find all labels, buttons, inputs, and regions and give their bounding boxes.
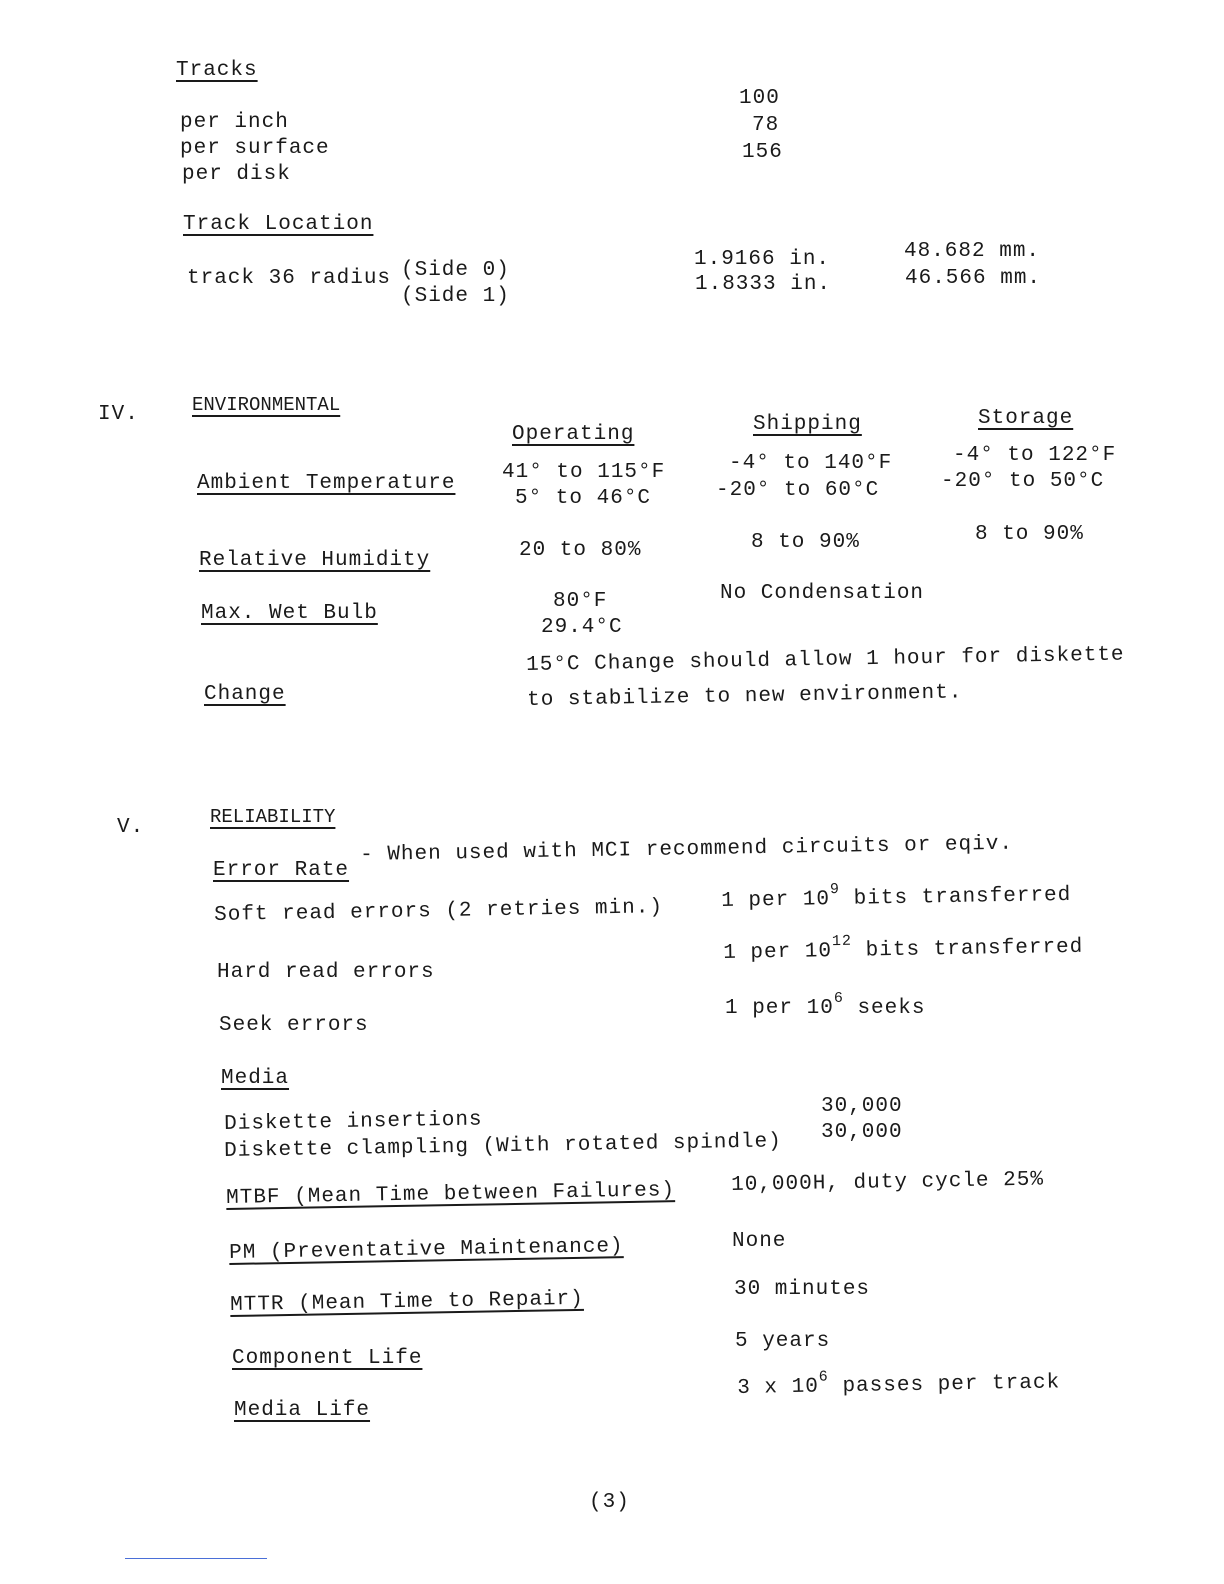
tracks-per-disk-label: per disk <box>182 163 291 186</box>
ambient-shipping-c: -20° to 60°C <box>716 479 880 502</box>
section-v-numeral: V. <box>117 816 145 839</box>
media-life-label: Media Life <box>234 1399 371 1422</box>
media-life-value: 3 x $10^6$ passes per track <box>737 1368 1061 1400</box>
wet-bulb-label: Max. Wet Bulb <box>201 602 378 625</box>
tracks-heading: Tracks <box>176 59 258 82</box>
diskette-insertions-label: Diskette insertions <box>223 1108 483 1136</box>
ambient-operating-c: 5° to 46°C <box>515 487 652 510</box>
col-shipping: Shipping <box>753 413 862 436</box>
footer-rule <box>125 1558 267 1559</box>
error-rate-label: Error Rate <box>213 859 350 882</box>
hard-read-errors-value: 1 per $10^{12}$ bits transferred <box>723 932 1084 965</box>
pm-value: None <box>732 1230 787 1253</box>
humidity-shipping: 8 to 90% <box>751 531 860 554</box>
hard-read-errors-label: Hard read errors <box>217 961 435 984</box>
col-operating: Operating <box>512 423 635 446</box>
change-text-line1: 15°C Change should allow 1 hour for diskette <box>525 643 1125 677</box>
wet-bulb-note: No Condensation <box>720 582 925 605</box>
col-storage: Storage <box>978 407 1074 430</box>
diskette-clamping-label: Diskette clampling (With rotated spindle) <box>223 1130 782 1163</box>
track-side0-label: (Side 0) <box>401 259 510 282</box>
reliability-heading: RELIABILITY <box>210 806 336 828</box>
soft-read-errors-value: 1 per $10^9$ bits transferred <box>721 880 1072 913</box>
track-side1-label: (Side 1) <box>401 285 510 308</box>
track-side1-mm: 46.566 mm. <box>905 267 1042 290</box>
section-iv-numeral: IV. <box>98 403 139 426</box>
soft-read-errors-label: Soft read errors (2 retries min.) <box>213 896 664 927</box>
component-life-label: Component Life <box>232 1347 423 1370</box>
seek-errors-label: Seek errors <box>219 1014 369 1037</box>
environmental-heading: ENVIRONMENTAL <box>192 394 341 416</box>
humidity-operating: 20 to 80% <box>519 539 642 562</box>
ambient-operating-f: 41° to 115°F <box>502 461 666 484</box>
wet-bulb-f: 80°F <box>553 590 608 613</box>
diskette-clamping-value: 30,000 <box>821 1121 903 1144</box>
mttr-value: 30 minutes <box>734 1278 871 1301</box>
seek-errors-value: 1 per $10^6$ seeks <box>725 990 926 1020</box>
wet-bulb-c: 29.4°C <box>541 616 623 639</box>
tracks-per-surface-label: per surface <box>180 137 330 160</box>
tracks-per-inch-label: per inch <box>180 111 289 134</box>
track-location-heading: Track Location <box>183 213 374 236</box>
mtbf-label: MTBF (Mean Time between Failures) <box>225 1179 676 1210</box>
media-heading: Media <box>221 1067 290 1090</box>
track-side0-inches: 1.9166 in. <box>694 248 831 271</box>
change-label: Change <box>204 683 286 706</box>
tracks-per-surface-value: 78 <box>752 114 780 137</box>
track-radius-label: track 36 radius <box>187 267 392 290</box>
tracks-per-inch-value: 100 <box>739 87 780 110</box>
page-number: (3) <box>589 1491 630 1514</box>
ambient-temperature-label: Ambient Temperature <box>197 472 456 495</box>
diskette-insertions-value: 30,000 <box>821 1095 903 1118</box>
tracks-per-disk-value: 156 <box>742 141 783 164</box>
pm-label: PM (Preventative Maintenance) <box>228 1235 624 1265</box>
component-life-value: 5 years <box>735 1330 831 1353</box>
humidity-storage: 8 to 90% <box>975 523 1084 546</box>
change-text-line2: to stabilize to new environment. <box>526 681 963 712</box>
error-rate-note: - When used with MCI recommend circuits or eqiv. <box>359 832 1014 867</box>
relative-humidity-label: Relative Humidity <box>199 549 431 572</box>
mtbf-value: 10,000H, duty cycle 25% <box>730 1168 1045 1197</box>
ambient-shipping-f: -4° to 140°F <box>729 452 893 475</box>
ambient-storage-c: -20° to 50°C <box>941 470 1105 493</box>
ambient-storage-f: -4° to 122°F <box>953 444 1117 467</box>
track-side0-mm: 48.682 mm. <box>904 240 1041 263</box>
mttr-label: MTTR (Mean Time to Repair) <box>229 1287 584 1317</box>
track-side1-inches: 1.8333 in. <box>695 273 832 296</box>
